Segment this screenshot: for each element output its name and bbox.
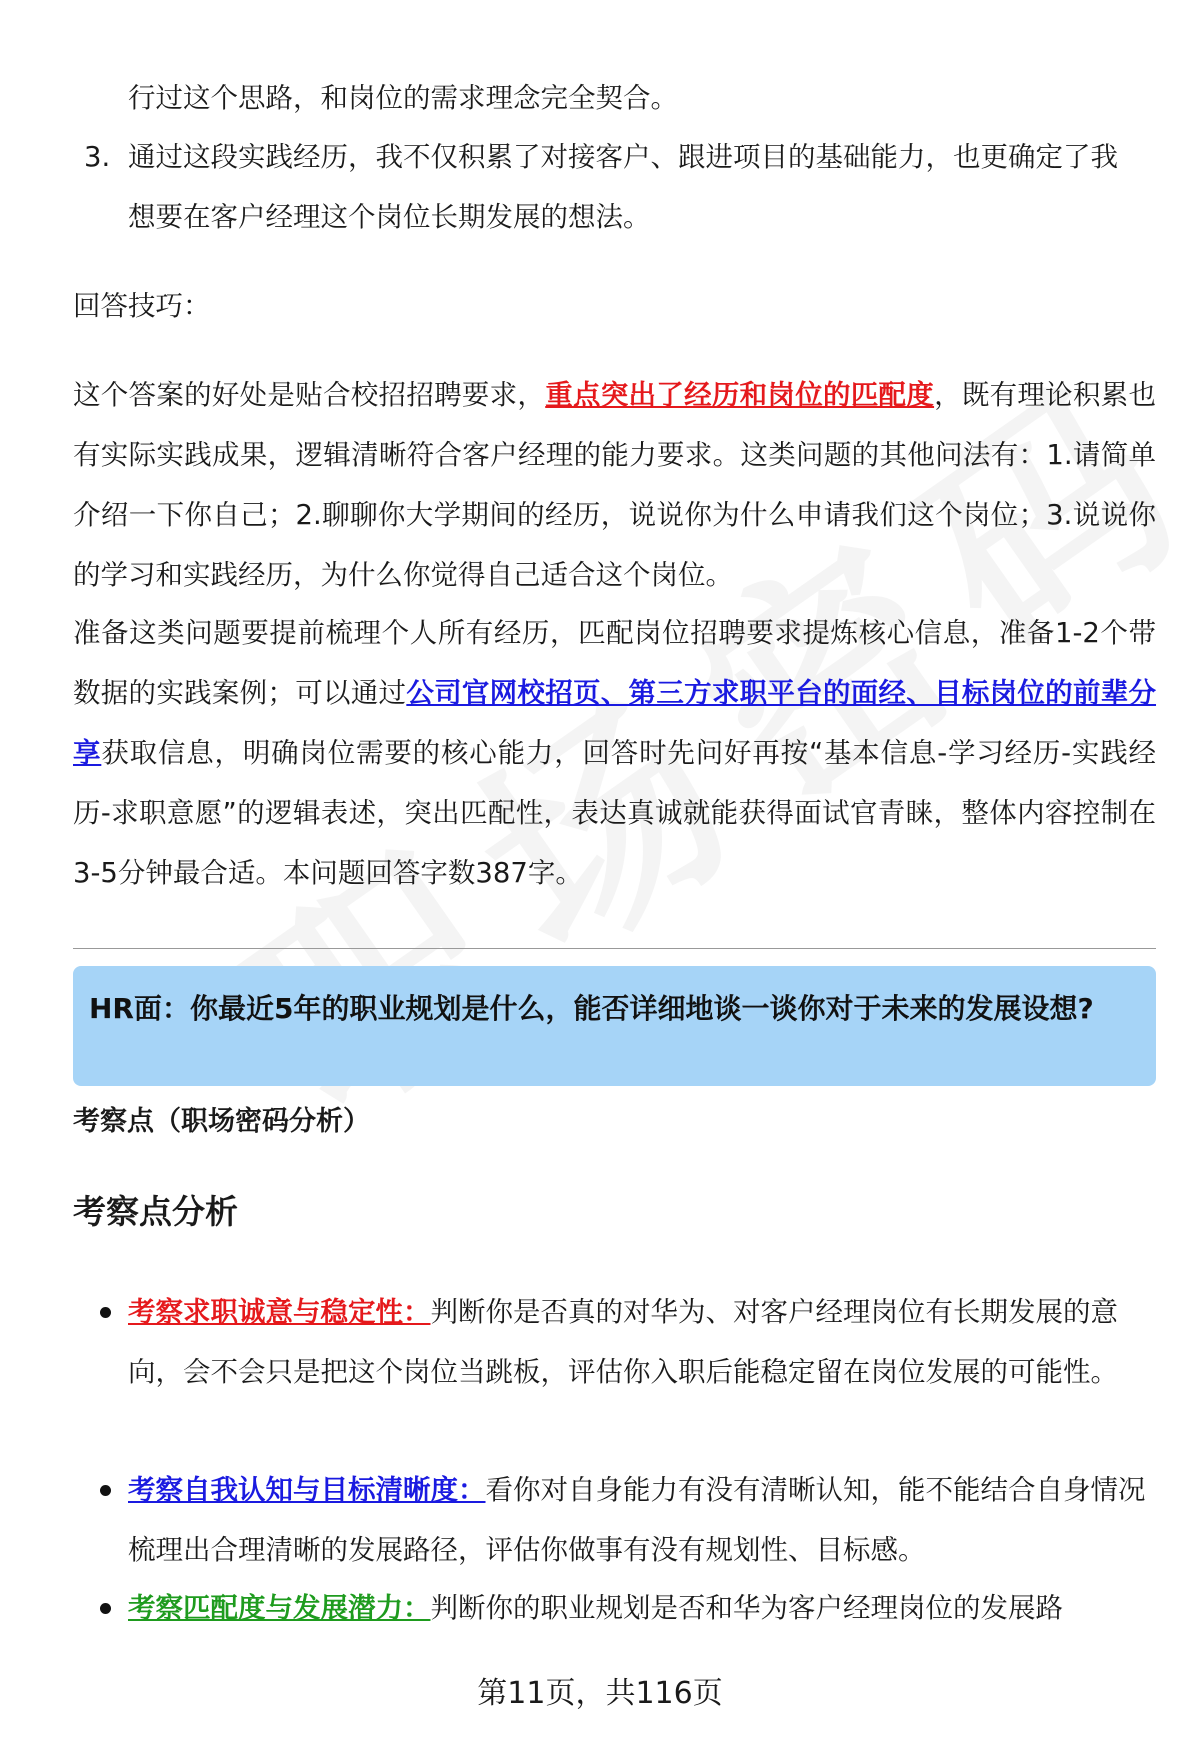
bullet-item-3 [100, 1578, 1150, 1638]
bullet-title-link[interactable]: 考察自我认知与目标清晰度： [128, 1474, 486, 1506]
para2-highlight-link[interactable]: 公司官网校招页、第三方求职平台的面经、目标岗位的前辈分享 [73, 677, 1157, 769]
bullet-dot [100, 1485, 111, 1496]
section-title: 考察点分析 [73, 1192, 238, 1231]
page-number-footer: 第11页，共116页 [477, 1676, 723, 1711]
bullet-item-2 [100, 1460, 1150, 1580]
bullet-text: 看你对自身能力有没有清晰认知，能不能结合自身情况梳理出合理清晰的发展路径，评估你做事有没有规划性、目标感。 [128, 1474, 1146, 1566]
question-text: HR面：你最近5年的职业规划是什么，能否详细地谈一谈你对于未来的发展设想? [89, 992, 1094, 1025]
list-item-text: 行过这个思路，和岗位的需求理念完全契合。 [128, 82, 678, 114]
para1-highlight: 重点突出了经历和岗位的匹配度 [545, 379, 935, 411]
list-item-continued [84, 68, 1144, 128]
tips-paragraph-1 [73, 365, 1156, 605]
question-box [73, 966, 1156, 1086]
bullet-dot [100, 1603, 111, 1614]
list-item-number: 3. [84, 141, 111, 173]
bullet-title-link[interactable]: 考察求职诚意与稳定性： [128, 1296, 431, 1328]
bullet-dot [100, 1307, 111, 1318]
tips-paragraph-2 [73, 603, 1156, 903]
list-item-text: 通过这段实践经历，我不仅积累了对接客户、跟进项目的基础能力，也更确定了我想要在客户经理这个岗位长期发展的想法。 [128, 141, 1118, 233]
bullet-item-1 [100, 1282, 1150, 1402]
bullet-text: 判断你是否真的对华为、对客户经理岗位有长期发展的意向，会不会只是把这个岗位当跳板，评估你入职后能稳定留在岗位发展的可能性。 [128, 1296, 1118, 1388]
section-divider [73, 948, 1156, 949]
para1-before: 这个答案的好处是贴合校招招聘要求， [73, 379, 546, 411]
tips-label: 回答技巧： [73, 290, 211, 322]
bullet-title-link[interactable]: 考察匹配度与发展潜力： [128, 1592, 431, 1624]
section-subtitle: 考察点（职场密码分析） [73, 1106, 370, 1137]
bullet-text: 判断你的职业规划是否和华为客户经理岗位的发展路 [430, 1592, 1063, 1624]
para2-before: 准备这类问题要提前梳理个人所有经历，匹配岗位招聘要求提炼核心信息，准备1-2个带数据的实践案例；可以通过 [73, 617, 1156, 709]
list-item-3 [84, 127, 1144, 247]
para2-after: 获取信息，明确岗位需要的核心能力，回答时先问好再按“基本信息-学习经历-实践经历-求职意愿”的逻辑表述，突出匹配性，表达真诚就能获得面试官青睐，整体内容控制在3-5分钟最合适。本问题回答字数387字。 [73, 737, 1157, 889]
para1-after: ，既有理论积累也有实际实践成果，逻辑清晰符合客户经理的能力要求。这类问题的其他问法有：1.请简单介绍一下你自己；2.聊聊你大学期间的经历，说说你为什么申请我们这个岗位；3.说说你的学习和实践经历，为什么你觉得自己适合这个岗位。 [73, 379, 1157, 591]
